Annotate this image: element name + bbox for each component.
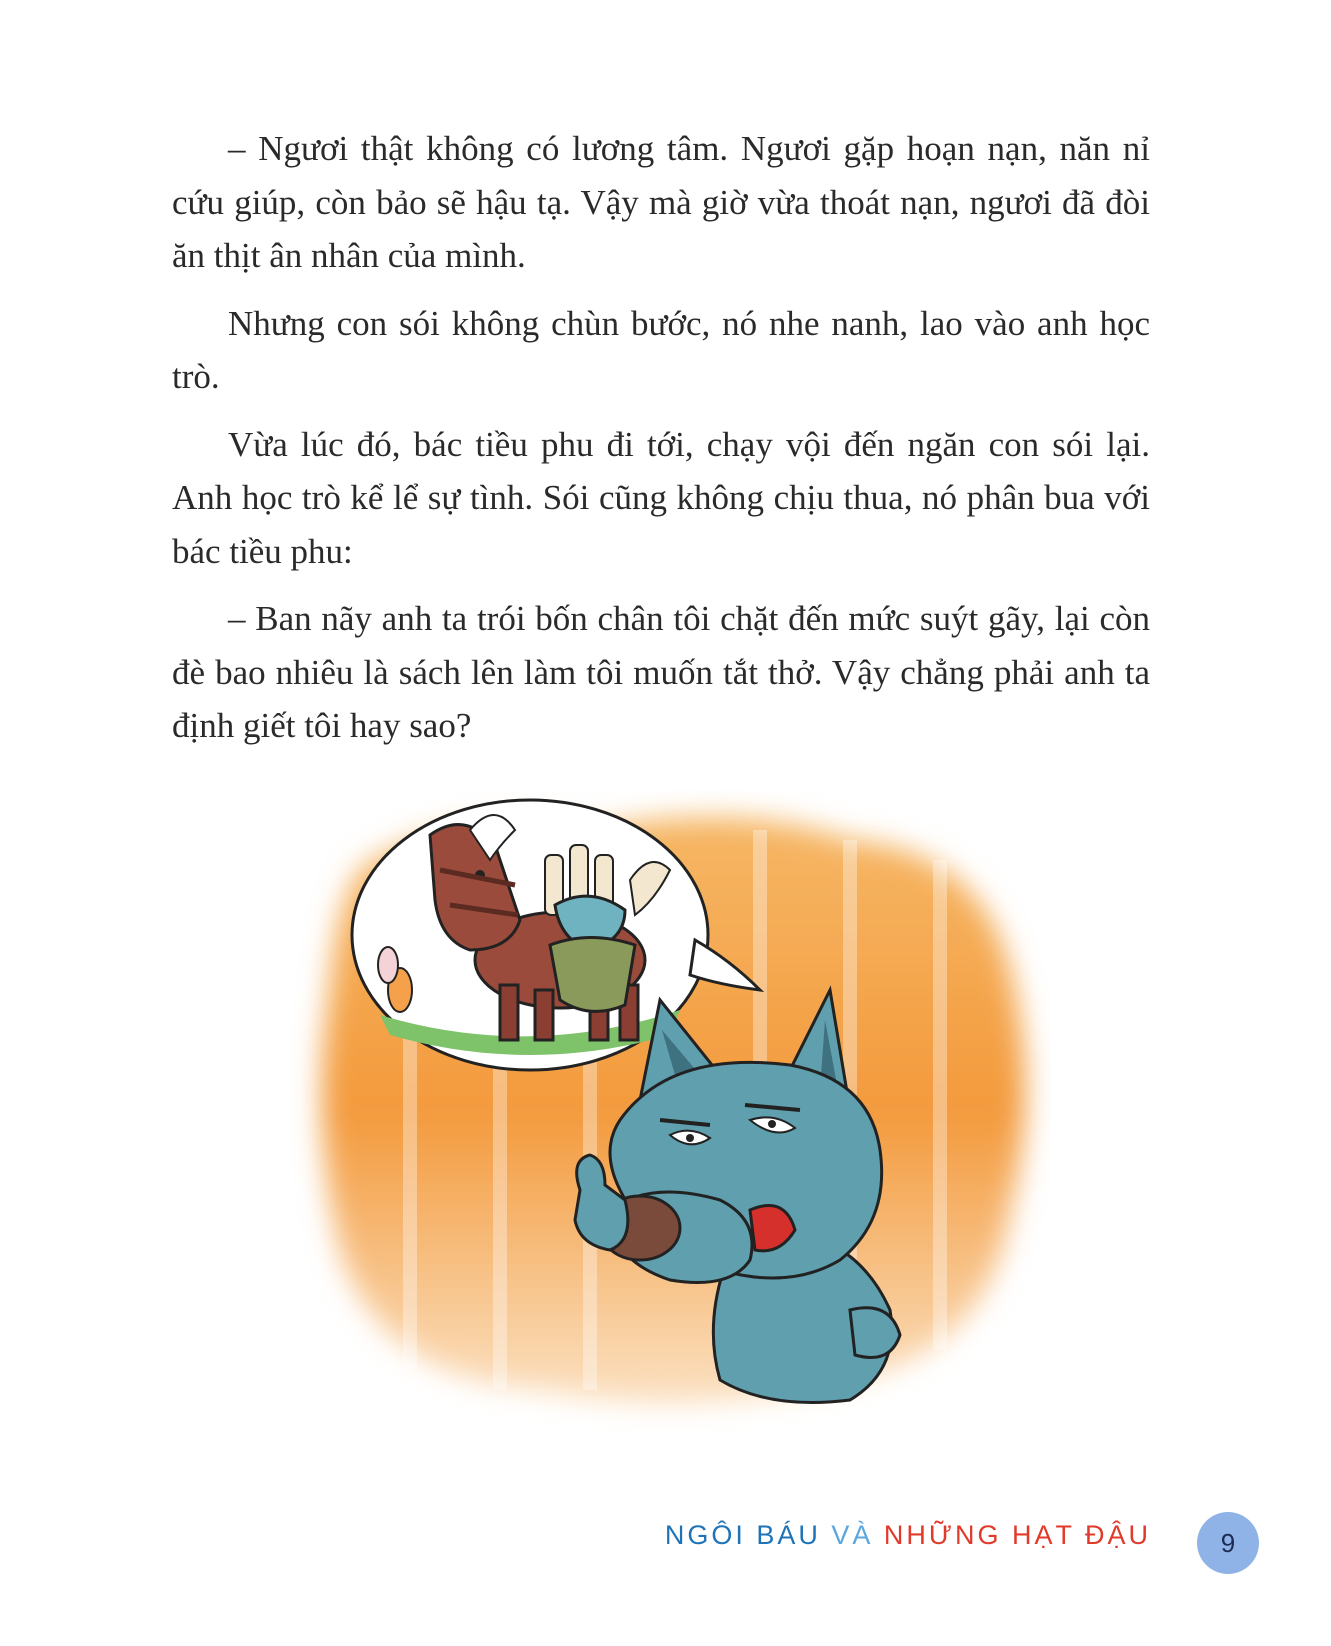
illustration-svg bbox=[290, 790, 1050, 1450]
book-title bbox=[665, 1520, 1151, 1551]
book-title-part3: NHỮNG HẠT ĐẬU bbox=[883, 1520, 1151, 1550]
paragraph-3: Vừa lúc đó, bác tiều phu đi tới, chạy vội đến ngăn con sói lại. Anh học trò kể lể sự tình. Sói cũng không chịu thua, nó phân bua với bác tiều phu: bbox=[172, 424, 1150, 571]
small-wolf-drawing bbox=[550, 896, 635, 1011]
page-number: 9 bbox=[1197, 1512, 1259, 1574]
wolf-illustration bbox=[290, 790, 1050, 1450]
book-title-part2: VÀ bbox=[831, 1520, 884, 1550]
story-text bbox=[172, 122, 1150, 767]
paragraph-1: – Ngươi thật không có lương tâm. Ngươi gặp hoạn nạn, năn nỉ cứu giúp, còn bảo sẽ hậu tạ. Vậy mà giờ vừa thoát nạn, ngươi đã đòi ăn thịt ân nhân của mình. bbox=[172, 129, 1150, 275]
paragraph-2: Nhưng con sói không chùn bước, nó nhe nanh, lao vào anh học trò. bbox=[172, 303, 1150, 396]
paragraph-4: – Ban nãy anh ta trói bốn chân tôi chặt đến mức suýt gãy, lại còn đè bao nhiêu là sách lên làm tôi muốn tắt thở. Vậy chẳng phải anh ta định giết tôi hay sao? bbox=[172, 599, 1150, 745]
book-title-part1: NGÔI BÁU bbox=[664, 1520, 832, 1550]
